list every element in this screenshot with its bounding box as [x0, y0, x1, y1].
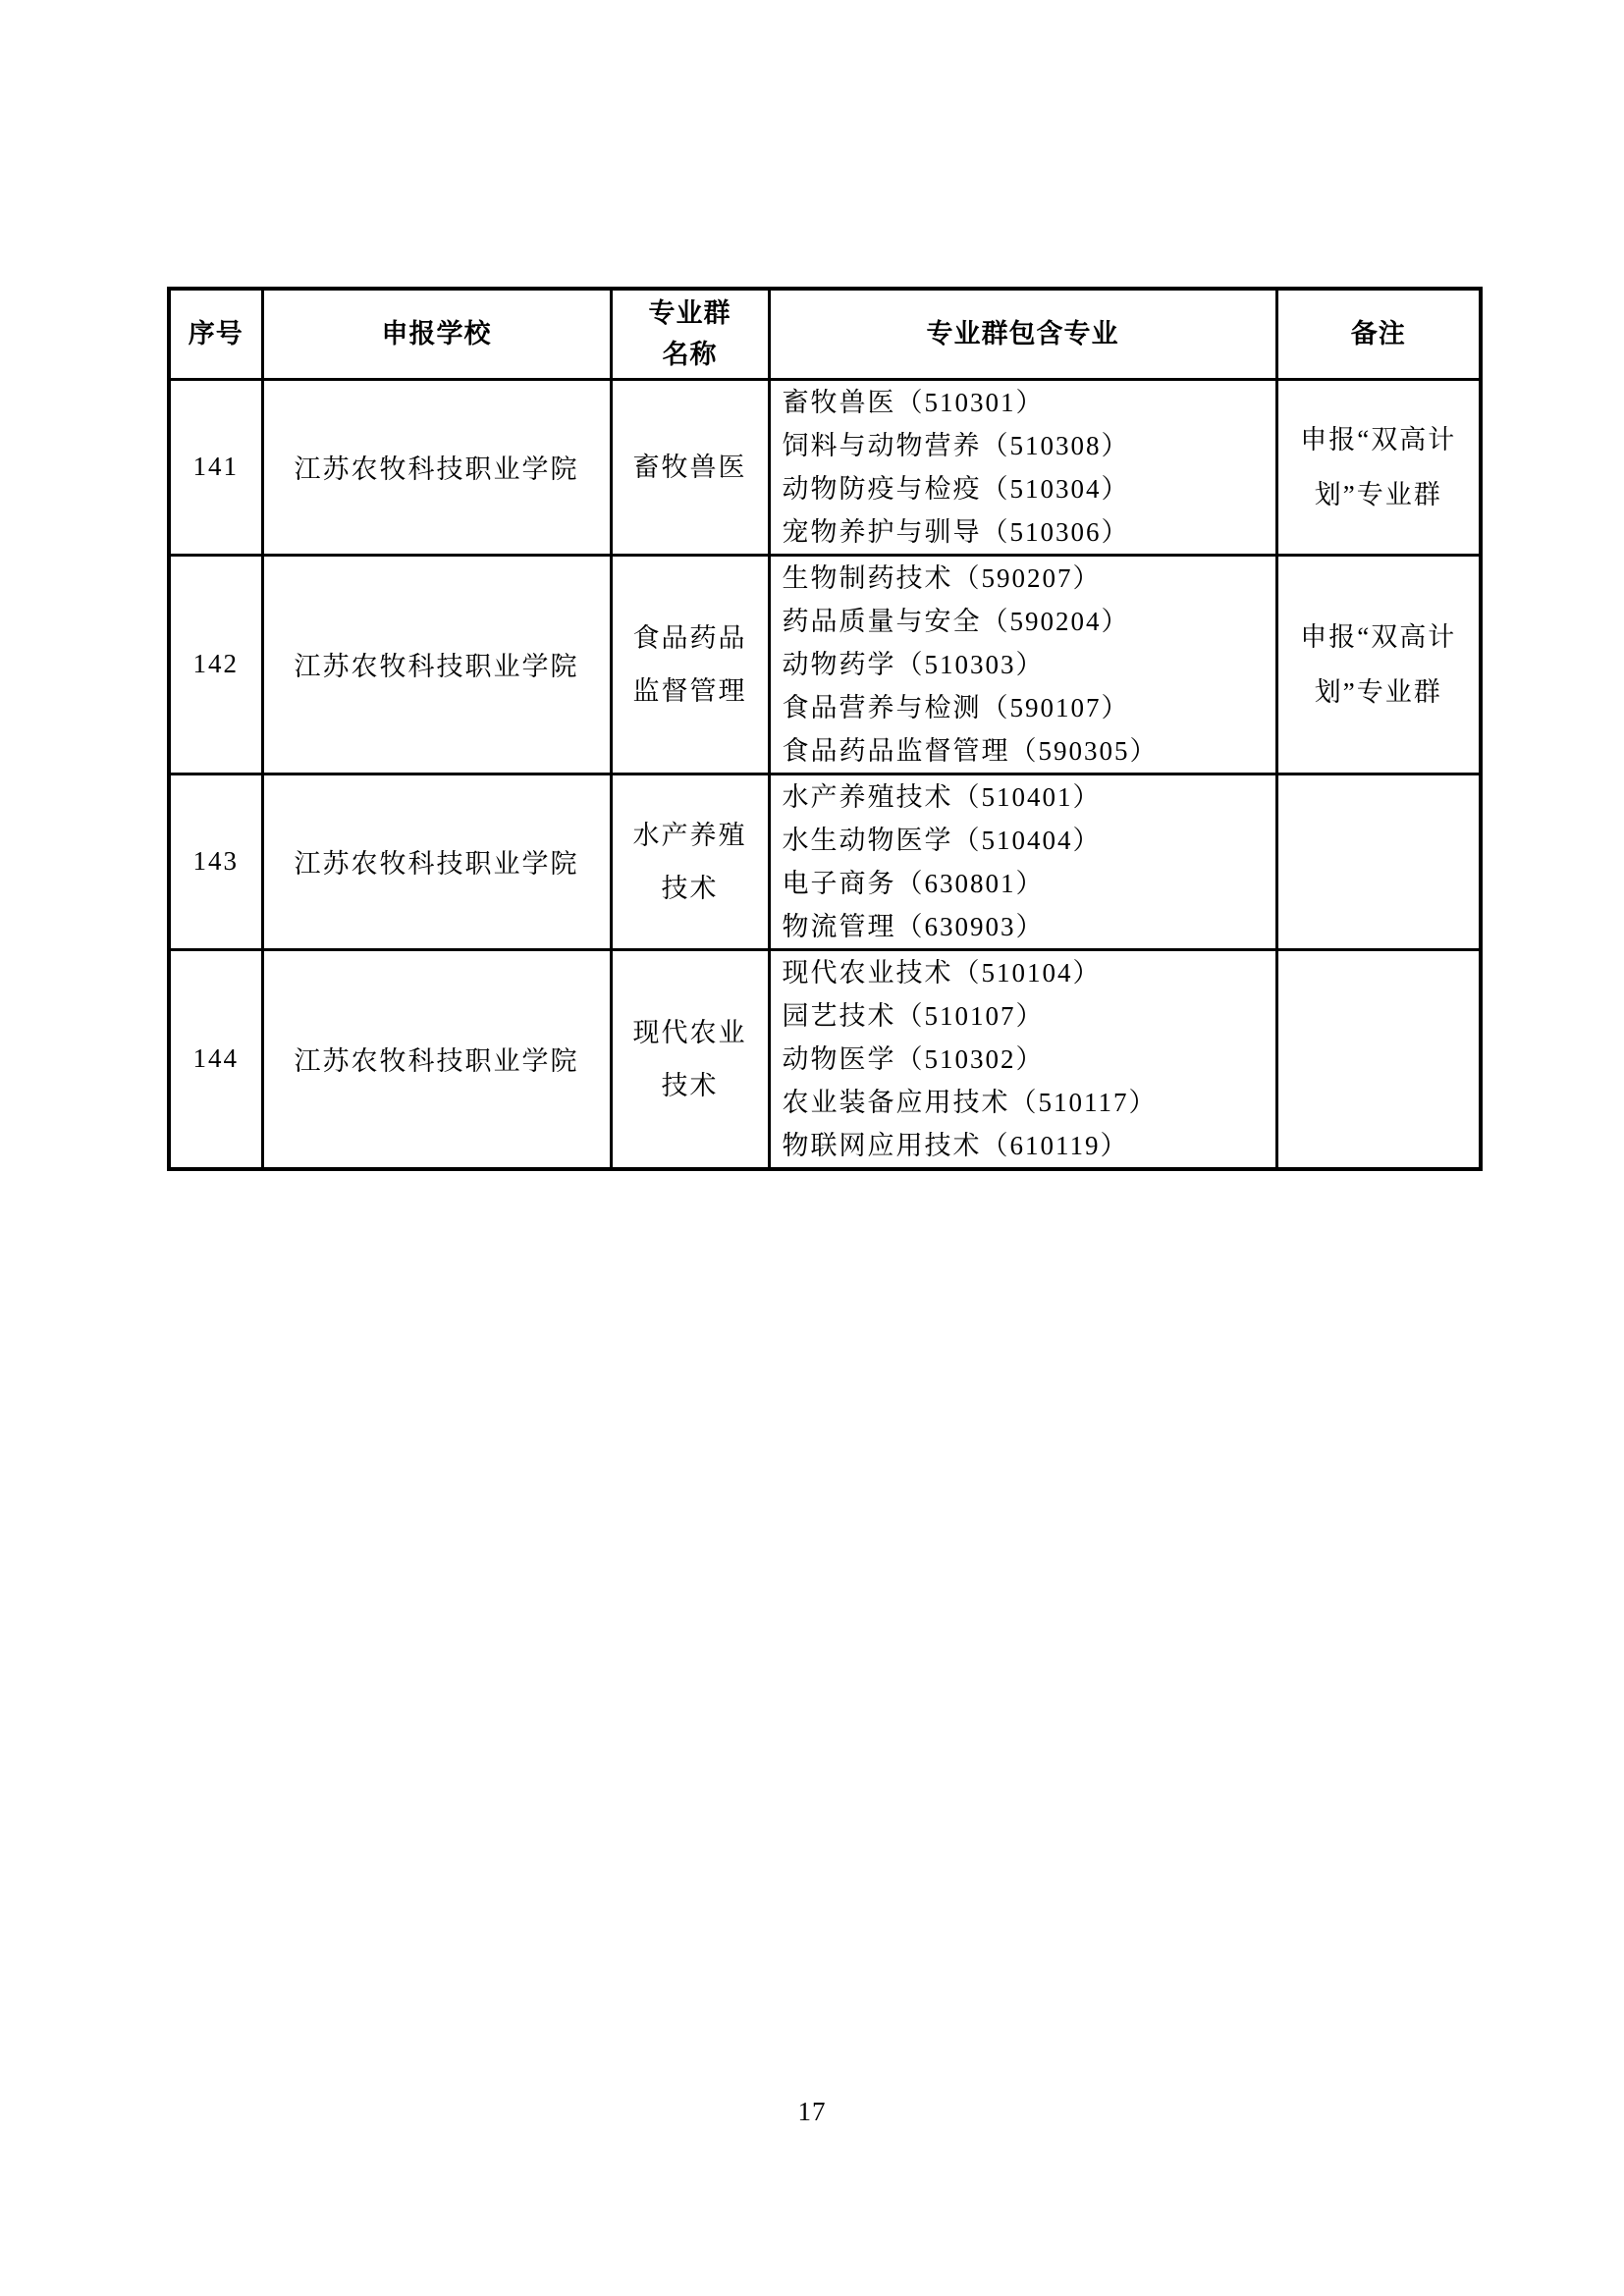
remark-line: 划”专业群	[1314, 479, 1442, 509]
major-item: 动物药学（510303）	[782, 649, 1045, 679]
major-item: 动物医学（510302）	[782, 1043, 1045, 1074]
table-row-143	[169, 774, 1481, 949]
header-majors: 专业群包含专业	[769, 289, 1276, 379]
major-item: 水生动物医学（510404）	[782, 825, 1102, 855]
row-number-cell: 141	[169, 379, 262, 555]
major-item: 宠物养护与驯导（510306）	[782, 516, 1130, 547]
major-item: 药品质量与安全（590204）	[782, 606, 1130, 636]
major-item: 动物防疫与检疫（510304）	[782, 473, 1130, 504]
majors-cell	[769, 555, 1276, 774]
header-remark: 备注	[1276, 289, 1481, 379]
majors-cell	[769, 949, 1276, 1169]
major-item: 食品营养与检测（590107）	[782, 692, 1130, 722]
major-item: 食品药品监督管理（590305）	[782, 735, 1159, 766]
remark-line: 申报“双高计	[1300, 621, 1457, 652]
major-item: 水产养殖技术（510401）	[782, 781, 1102, 812]
school-cell: 江苏农牧科技职业学院	[262, 379, 611, 555]
remark-line: 划”专业群	[1314, 676, 1442, 707]
header-group-name	[611, 289, 769, 379]
remark-cell	[1276, 555, 1481, 774]
major-item: 饲料与动物营养（510308）	[782, 430, 1130, 460]
specialty-group-table	[167, 287, 1483, 1171]
table-row-144	[169, 949, 1481, 1169]
majors-cell	[769, 774, 1276, 949]
header-group-name-line2: 名称	[662, 340, 718, 370]
major-item: 现代农业技术（510104）	[782, 957, 1102, 988]
group-name-cell	[611, 774, 769, 949]
majors-cell	[769, 379, 1276, 555]
school-cell: 江苏农牧科技职业学院	[262, 774, 611, 949]
remark-cell	[1276, 379, 1481, 555]
major-item: 电子商务（630801）	[782, 868, 1045, 898]
remark-cell	[1276, 949, 1481, 1169]
row-number-cell: 142	[169, 555, 262, 774]
group-name-line: 水产养殖	[632, 820, 747, 850]
group-name-cell	[611, 379, 769, 555]
major-item: 物流管理（630903）	[782, 911, 1045, 941]
remark-cell	[1276, 774, 1481, 949]
group-name-line: 技术	[661, 1070, 719, 1100]
group-name-cell	[611, 949, 769, 1169]
header-group-name-line1: 专业群	[648, 298, 731, 329]
row-number-cell: 144	[169, 949, 262, 1169]
group-name-line: 技术	[661, 873, 719, 903]
table-row-142	[169, 555, 1481, 774]
page-number: 17	[797, 2097, 827, 2126]
group-name-line: 监督管理	[632, 675, 747, 706]
header-school: 申报学校	[262, 289, 611, 379]
table-row-141	[169, 379, 1481, 555]
school-cell: 江苏农牧科技职业学院	[262, 555, 611, 774]
major-item: 园艺技术（510107）	[782, 1000, 1045, 1031]
group-name-line: 畜牧兽医	[632, 452, 747, 482]
table-header-row	[169, 289, 1481, 379]
school-cell: 江苏农牧科技职业学院	[262, 949, 611, 1169]
row-number-cell: 143	[169, 774, 262, 949]
group-name-line: 现代农业	[632, 1017, 747, 1047]
major-item: 农业装备应用技术（510117）	[782, 1087, 1158, 1117]
remark-line: 申报“双高计	[1300, 424, 1457, 454]
major-item: 物联网应用技术（610119）	[782, 1130, 1129, 1160]
group-name-cell	[611, 555, 769, 774]
major-item: 畜牧兽医（510301）	[782, 387, 1045, 417]
major-item: 生物制药技术（590207）	[782, 562, 1102, 593]
group-name-line: 食品药品	[632, 622, 747, 653]
header-no: 序号	[169, 289, 262, 379]
